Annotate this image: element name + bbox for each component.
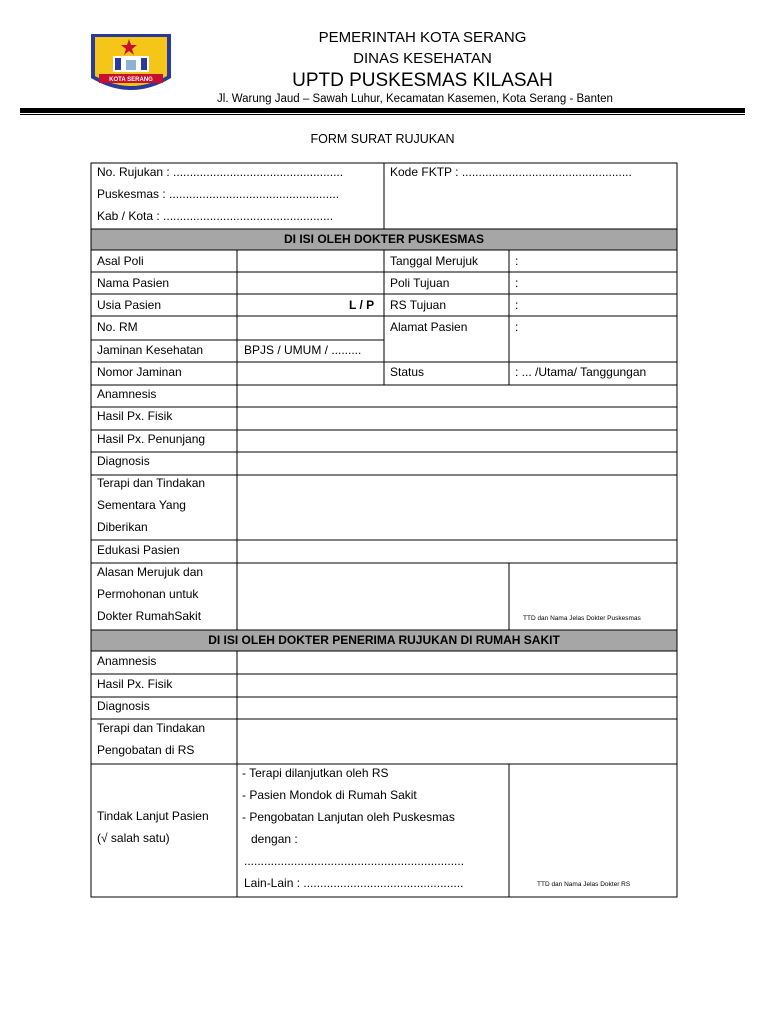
label-diagnosis: Diagnosis [97,454,150,468]
ttd-dokter-puskesmas: TTD dan Nama Jelas Dokter Puskesmas [523,615,641,622]
label-rs-tujuan: RS Tujuan [390,298,447,312]
header-line2: DINAS KESEHATAN [353,50,492,67]
poli-tujuan-colon[interactable]: : [515,276,519,290]
label-poli-tujuan: Poli Tujuan [390,276,450,290]
option-terapi-dilanjutkan[interactable]: - Terapi dilanjutkan oleh RS [242,766,389,780]
label-jaminan: Jaminan Kesehatan [97,343,204,357]
label-anamnesis: Anamnesis [97,387,157,401]
status-options[interactable]: : ... /Utama/ Tanggungan [515,365,647,379]
gender-options[interactable]: L / P [349,298,375,312]
ttd-dokter-rs: TTD dan Nama Jelas Dokter RS [537,881,631,888]
section2-title: DI ISI OLEH DOKTER PENERIMA RUJUKAN DI RUMAH SAKIT [208,633,560,647]
option-pengobatan-lanjutan[interactable]: - Pengobatan Lanjutan oleh Puskesmas [242,810,455,824]
svg-text:KOTA SERANG: KOTA SERANG [109,77,153,83]
label-hasil-fisik: Hasil Px. Fisik [97,409,173,423]
label-alasan-line3: Dokter RumahSakit [97,609,202,623]
label-nama-pasien: Nama Pasien [97,276,170,290]
kab-kota-field[interactable]: Kab / Kota : ................................................... [97,209,334,223]
header-line3: UPTD PUSKESMAS KILASAH [292,70,553,91]
label-terapi-line2: Sementara Yang [97,498,186,512]
kode-fktp-field[interactable]: Kode FKTP : ................................................... [390,165,632,179]
tanggal-colon[interactable]: : [515,254,519,268]
label-rs-terapi-line2: Pengobatan di RS [97,743,195,757]
option-lain-lain[interactable]: Lain-Lain : ................................................ [244,876,464,890]
label-nomor-jaminan: Nomor Jaminan [97,365,182,379]
form-title: FORM SURAT RUJUKAN [310,132,455,146]
option-pengobatan-dengan: dengan : [251,832,298,846]
label-rs-anamnesis: Anamnesis [97,654,157,668]
label-usia-pasien: Usia Pasien [97,298,162,312]
rs-tujuan-colon[interactable]: : [515,298,519,312]
label-asal-poli: Asal Poli [97,254,144,268]
label-edukasi: Edukasi Pasien [97,543,180,557]
section1-title: DI ISI OLEH DOKTER PUSKESMAS [283,232,485,246]
label-status: Status [390,365,425,379]
label-alasan-line2: Permohonan untuk [97,587,199,601]
no-rujukan-field[interactable]: No. Rujukan : ................................................... [97,165,344,179]
label-terapi-line1: Terapi dan Tindakan [97,476,206,490]
label-rs-terapi-line1: Terapi dan Tindakan [97,721,206,735]
header-line1: PEMERINTAH KOTA SERANG [318,29,527,46]
label-no-rm: No. RM [97,320,138,334]
label-terapi-line3: Diberikan [97,520,148,534]
label-tindak-lanjut: Tindak Lanjut Pasien [97,809,209,823]
header-address: Jl. Warung Jaud – Sawah Luhur, Kecamatan Kasemen, Kota Serang - Banten [217,93,613,105]
label-rs-diagnosis: Diagnosis [97,699,150,713]
alamat-colon[interactable]: : [515,320,519,334]
option-pasien-mondok[interactable]: - Pasien Mondok di Rumah Sakit [242,788,417,802]
label-alasan-line1: Alasan Merujuk dan [97,565,204,579]
puskesmas-field[interactable]: Puskesmas : ................................................... [97,187,340,201]
label-alamat-pasien: Alamat Pasien [390,320,468,334]
option-pengobatan-dots[interactable]: .................................................................. [244,854,465,868]
label-tindak-lanjut-hint: (√ salah satu) [97,831,170,845]
label-hasil-penunjang: Hasil Px. Penunjang [97,432,206,446]
label-tanggal-merujuk: Tanggal Merujuk [390,254,479,268]
jaminan-options[interactable]: BPJS / UMUM / ......... [244,343,362,357]
label-rs-hasil-fisik: Hasil Px. Fisik [97,677,173,691]
